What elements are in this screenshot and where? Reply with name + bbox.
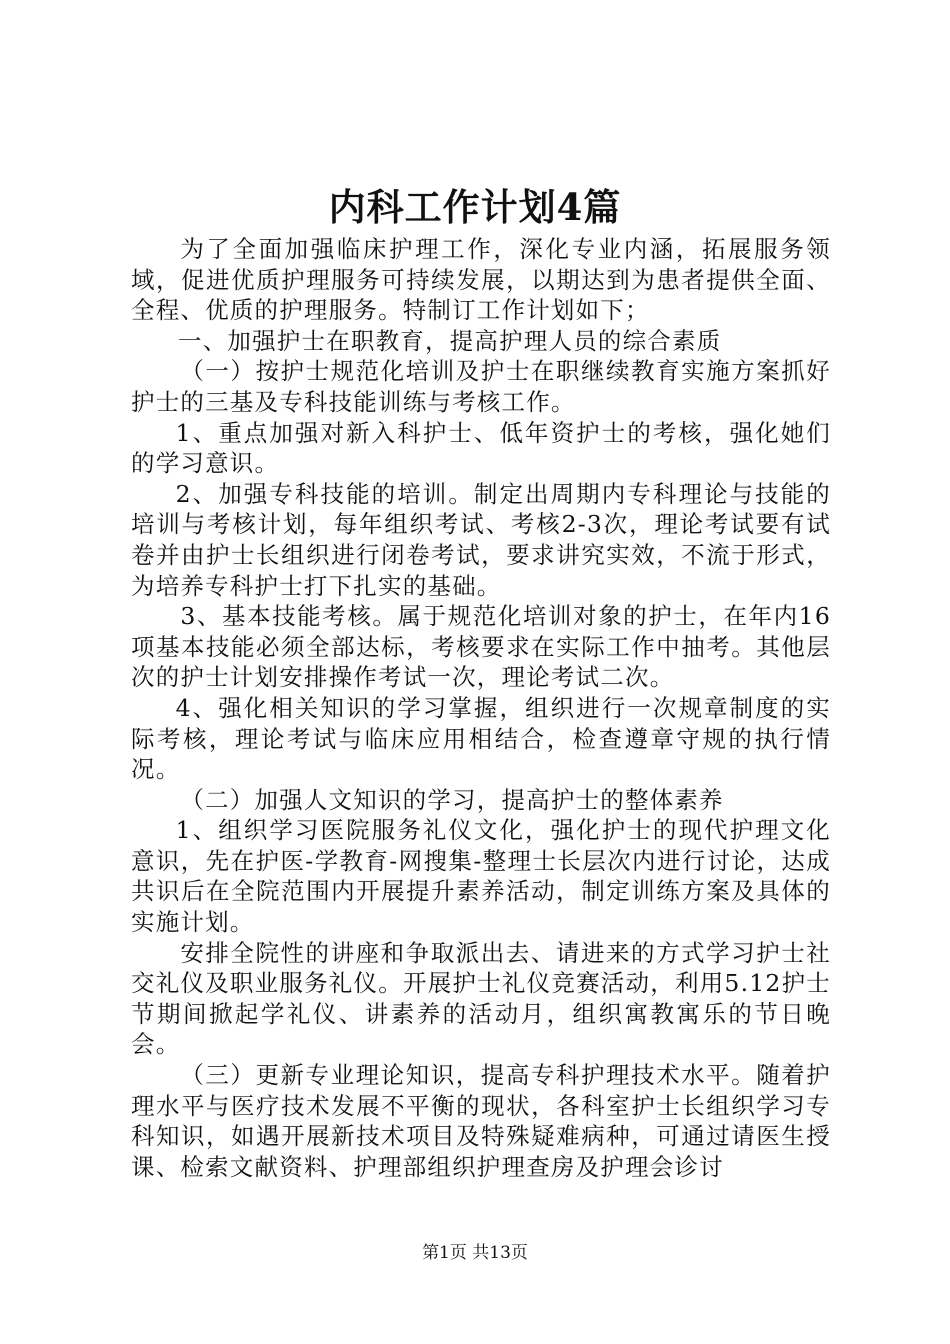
document-body [131,234,831,1182]
list-item-3: 3、基本技能考核。属于规范化培训对象的护士，在年内16项基本技能必须全部达标，考核要求在实际工作中抽考。其他层次的护士计划安排操作考试一次，理论考试二次。 [131,602,831,692]
subsection-heading-1: （一）按护士规范化培训及护士在职继续教育实施方案抓好护士的三基及专科技能训练与考核工作。 [131,357,831,416]
document-title: 内科工作计划4篇 [328,185,622,229]
subsection-heading-2: （二）加强人文知识的学习，提高护士的整体素养 [180,785,724,814]
list-item-4: 4、强化相关知识的学习掌握，组织进行一次规章制度的实际考核，理论考试与临床应用相结合，检查遵章守规的执行情况。 [131,693,831,784]
page-footer: 第1页 共13页 [422,1243,528,1263]
paragraph-etiquette: 安排全院性的讲座和争取派出去、请进来的方式学习护士社交礼仪及职业服务礼仪。开展护士礼仪竞赛活动，利用5.12护士节期间掀起学礼仪、讲素养的活动月，组织寓教寓乐的节日晚会。 [131,938,831,1059]
section-heading-1: 一、加强护士在职教育，提高护理人员的综合素质 [178,326,722,355]
list-item-1: 1、重点加强对新入科护士、低年资护士的考核，强化她们的学习意识。 [131,418,831,478]
paragraph-intro: 为了全面加强临床护理工作，深化专业内涵，拓展服务领域，促进优质护理服务可持续发展，以期达到为患者提供全面、全程、优质的护理服务。特制订工作计划如下； [131,235,831,325]
subsection-heading-3: （三）更新专业理论知识，提高专科护理技术水平。随着护理水平与医疗技术发展不平衡的现状，各科室护士长组织学习专科知识，如遇开展新技术项目及特殊疑难病种，可通过请医生授课、检索文献资料、护理部组织护理查房及护理会诊讨 [131,1061,831,1181]
list-item-2: 2、加强专科技能的培训。制定出周期内专科理论与技能的培训与考核计划，每年组织考试、考核2-3次，理论考试要有试卷并由护士长组织进行闭卷考试，要求讲究实效，不流于形式，为培养专科护士打下扎实的基础。 [131,479,831,600]
list-item-5: 1、组织学习医院服务礼仪文化，强化护士的现代护理文化意识，先在护医-学教育-网搜集-整理士长层次内进行讨论，达成共识后在全院范围内开展提升素养活动，制定训练方案及具体的实施计划。 [131,816,831,937]
